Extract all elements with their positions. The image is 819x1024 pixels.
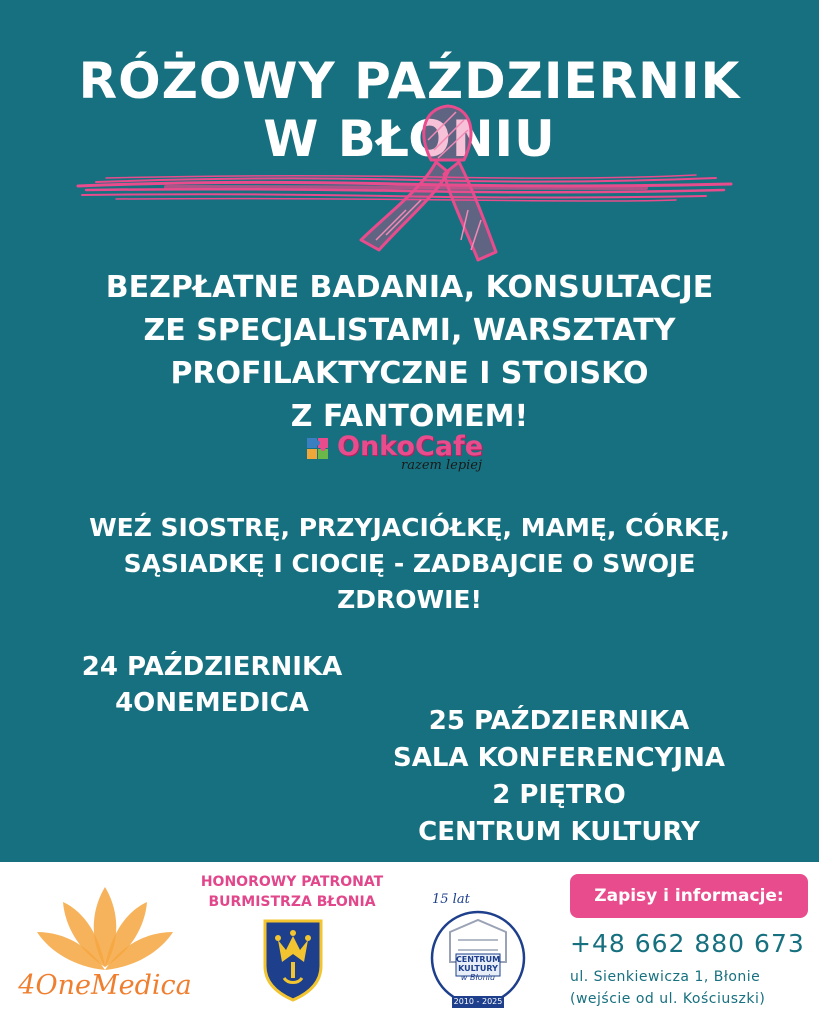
main-line: Z FANTOMEM! [290,399,529,434]
ck-years: 15 lat [432,892,470,907]
appeal-line: WEŹ SIOSTRĘ, PRZYJACIÓŁKĘ, MAMĘ, CÓRKĘ, [89,513,730,542]
pink-ribbon-icon [76,100,736,270]
appeal-text [0,510,819,618]
address-line-1: ul. Sienkiewicza 1, Błonie [570,969,761,985]
onkocafe-name: OnkoCafe [337,431,484,462]
event-place: 4ONEMEDICA [115,688,309,718]
title-line-1: RÓŻOWY PAŹDZIERNIK [78,52,741,110]
ck-name-line: w Błoniu [460,973,496,982]
patronat-line-2: BURMISTRZA BŁONIA [208,894,376,910]
address [570,966,815,1010]
blonie-crest-icon [262,918,324,1002]
address-line-2: (wejście od ul. Kościuszki) [570,991,766,1007]
4onemedica-logo [10,882,200,1012]
ck-name-line: KULTURY [458,964,498,973]
event-1 [50,649,374,721]
event-place: 2 PIĘTRO [492,780,626,810]
event-place: CENTRUM KULTURY [418,817,700,847]
main-line: BEZPŁATNE BADANIA, KONSULTACJE [105,270,714,305]
ck-name-line: CENTRUM [455,955,501,964]
event-2 [356,703,762,851]
appeal-line: SĄSIADKĘ I CIOCIĘ - ZADBAJCIE O SWOJE [123,549,696,578]
main-line: ZE SPECJALISTAMI, WARSZTATY [143,313,676,348]
4onemedica-name: 4OneMedica [18,970,192,1001]
lotus-icon [35,882,175,982]
onkocafe-tagline: razem lepiej [401,458,483,473]
main-description [0,266,819,438]
main-line: PROFILAKTYCZNE I STOISKO [170,356,649,391]
patronat-line-1: HONOROWY PATRONAT [200,874,384,890]
phone-number[interactable]: +48 662 880 673 [570,929,805,958]
ck-range: 2010 - 2025 [453,997,503,1006]
centrum-kultury-logo [428,892,528,1010]
onkocafe-logo [305,432,505,480]
event-date: 24 PAŹDZIERNIKA [81,652,343,682]
appeal-line: ZDROWIE! [337,585,482,614]
event-place: SALA KONFERENCYJNA [393,743,725,773]
puzzle-icon [305,436,331,462]
title-line-2: W BŁONIU [263,110,556,168]
footer [0,862,819,1024]
registration-label: Zapisy i informacje: [570,874,808,918]
event-date: 25 PAŹDZIERNIKA [428,706,690,736]
ck-name [428,955,528,982]
honorary-patronage [182,872,402,912]
